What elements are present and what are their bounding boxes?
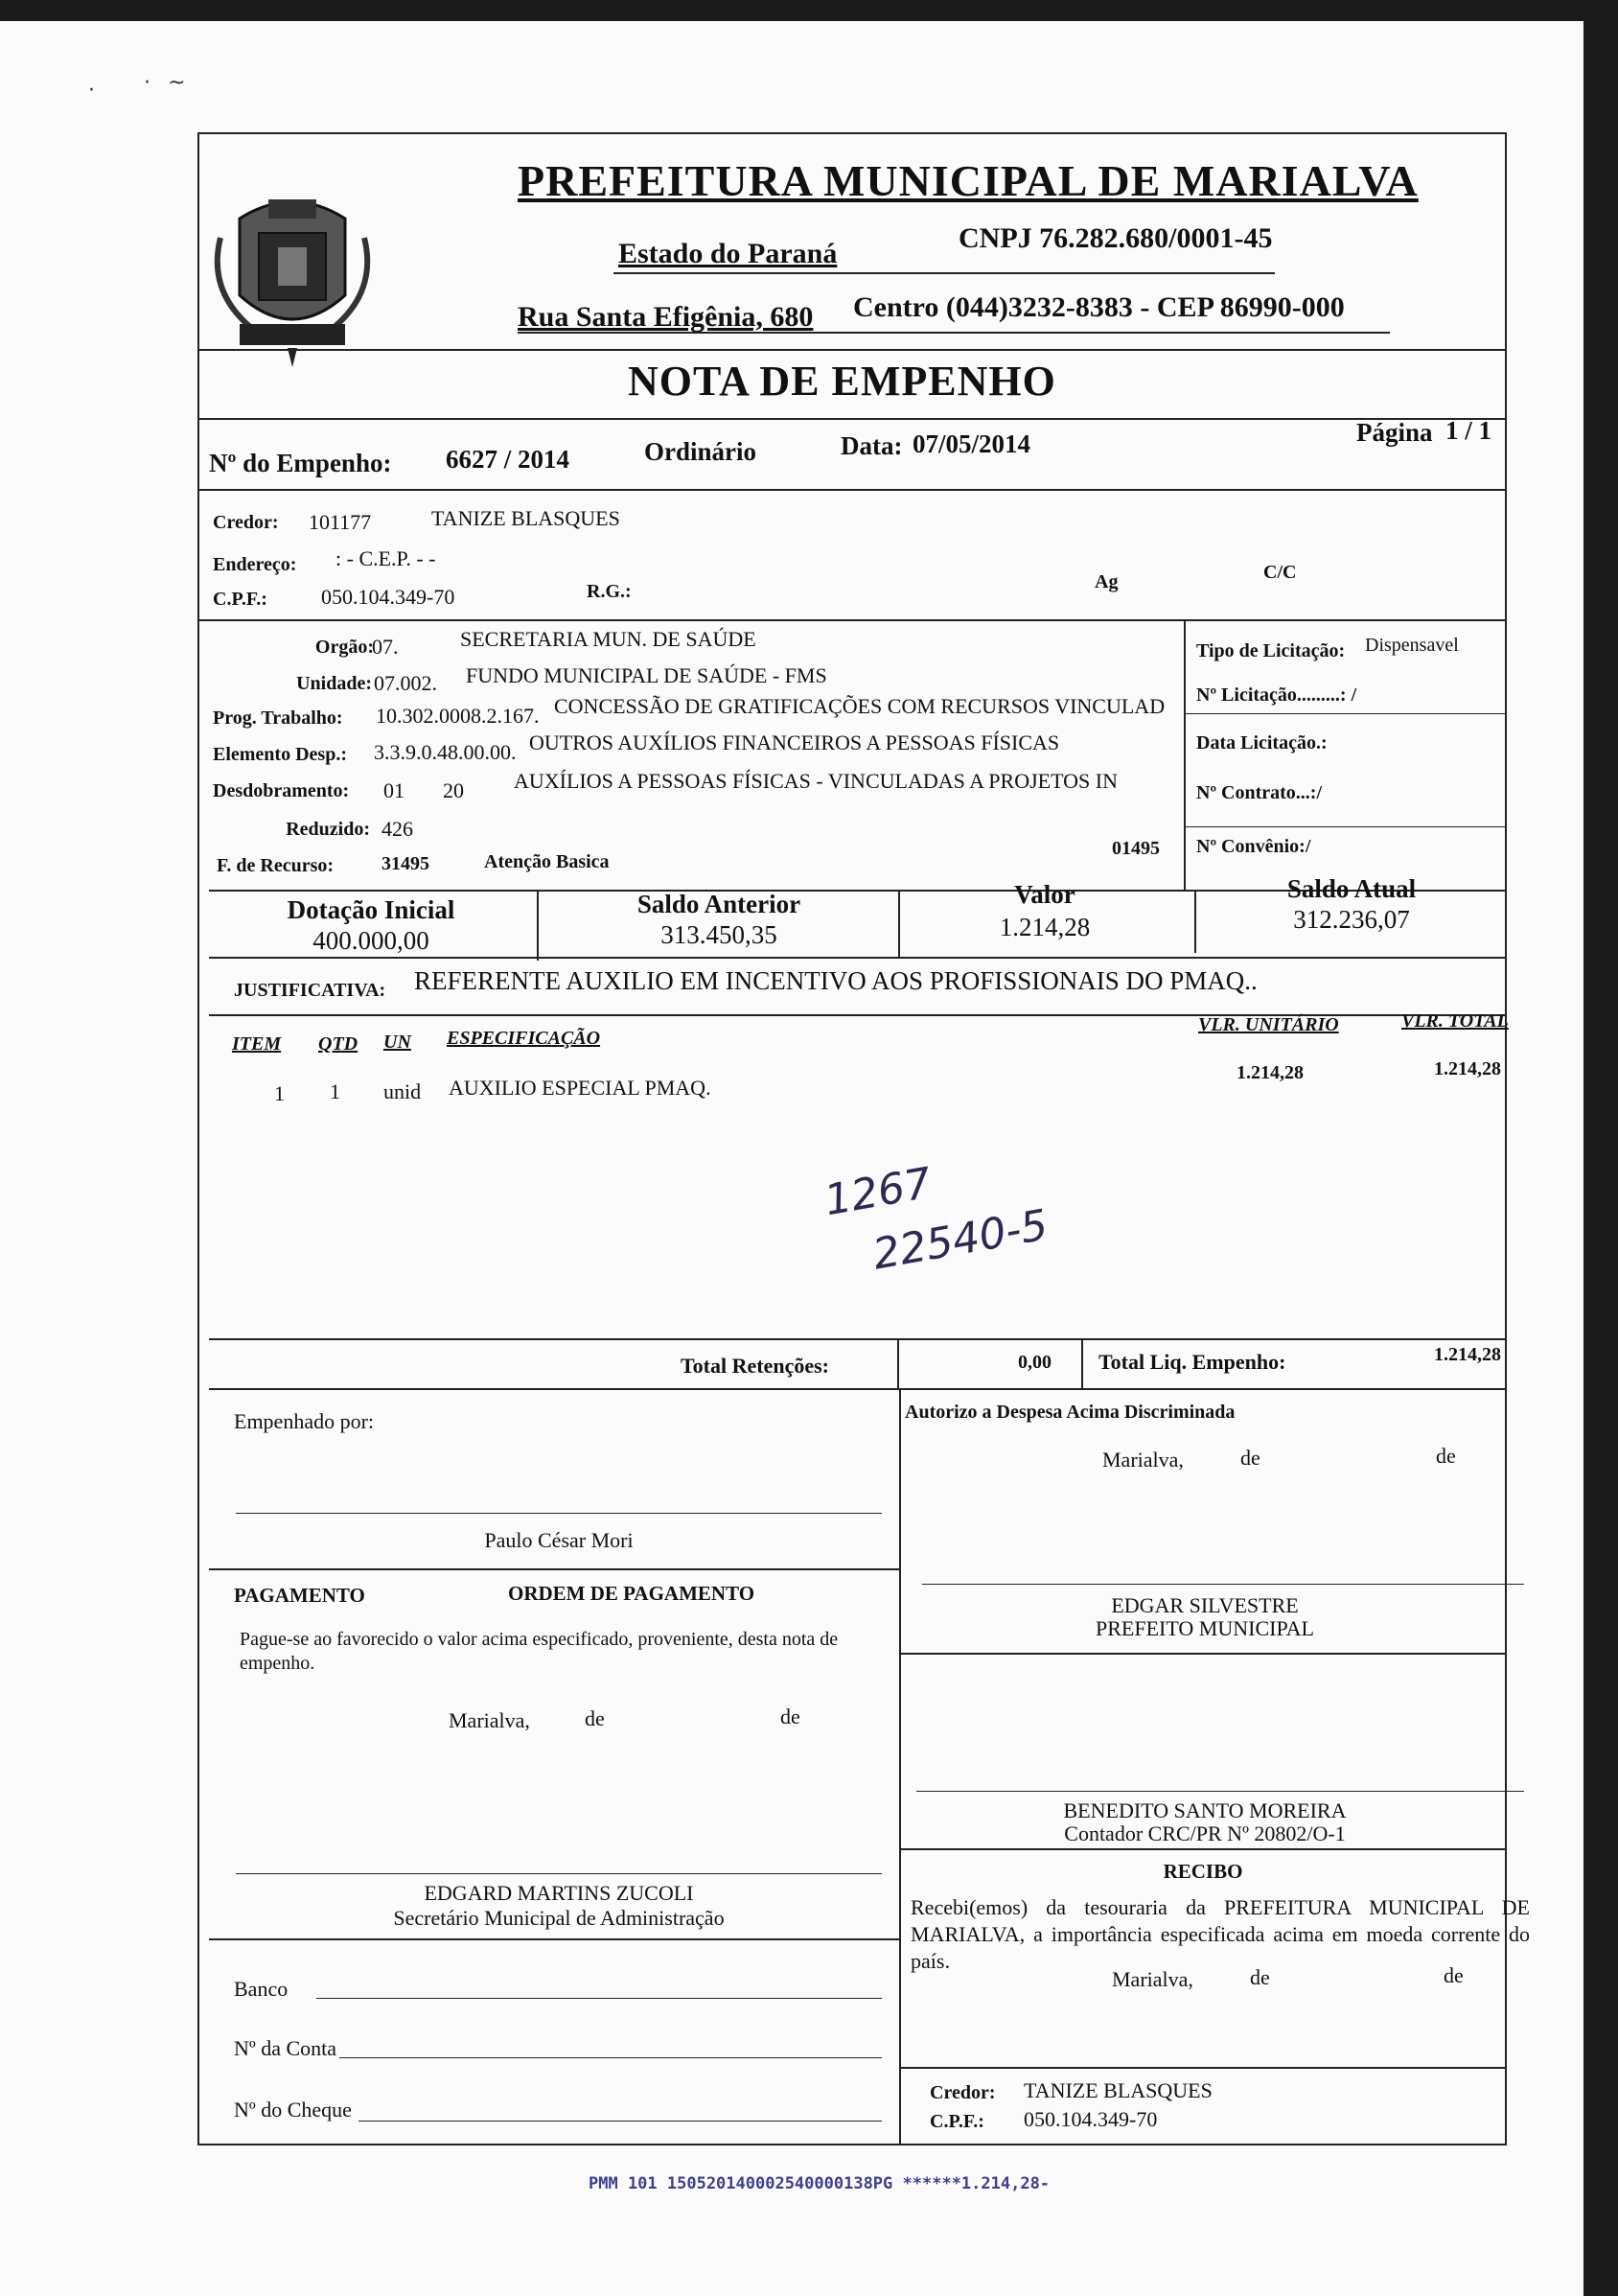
elemento-label: Elemento Desp.: — [213, 744, 347, 765]
cheque-line — [358, 2121, 882, 2122]
divider — [209, 1388, 1507, 1390]
divider — [197, 489, 1507, 491]
desdobramento-name: AUXÍLIOS A PESSOAS FÍSICAS - VINCULADAS A PROJETOS IN — [514, 769, 1118, 793]
cpf-value: 050.104.349-70 — [321, 585, 455, 609]
page-number: 1 / 1 — [1445, 416, 1492, 445]
scan-edge-top — [0, 0, 1618, 21]
justificativa-label: JUSTIFICATIVA: — [234, 980, 386, 1001]
empenho-date-label: Data: — [841, 431, 903, 460]
prefeito-title: PREFEITO MUNICIPAL — [1096, 1616, 1314, 1640]
empenhado-name: Paulo César Mori — [484, 1528, 634, 1552]
divider — [197, 418, 1507, 420]
desdobramento-label: Desdobramento: — [213, 780, 350, 801]
col-spec: ESPECIFICAÇÃO — [447, 1028, 601, 1049]
divider — [899, 1653, 1507, 1655]
ordem-label: ORDEM DE PAGAMENTO — [508, 1582, 755, 1605]
cpf-label: C.P.F.: — [213, 589, 267, 610]
valor-value: 1.214,28 — [999, 913, 1091, 941]
col-un: UN — [383, 1032, 411, 1053]
licitacao-tipo-label: Tipo de Licitação: — [1196, 640, 1346, 661]
recurso-label: F. de Recurso: — [217, 855, 335, 876]
prefeito-name: EDGAR SILVESTRE — [1111, 1593, 1299, 1617]
crest — [201, 180, 383, 372]
divider — [197, 619, 1507, 621]
saldo-anterior-value: 313.450,35 — [660, 920, 777, 949]
elemento-code: 3.3.9.0.48.00.00. — [374, 740, 517, 764]
recibo-credor-name: TANIZE BLASQUES — [1024, 2078, 1213, 2102]
municipal-coat-of-arms-icon — [201, 180, 383, 372]
item-qtd: 1 — [330, 1079, 340, 1103]
empenhado-label: Empenhado por: — [234, 1409, 375, 1433]
scan-speck: · — [88, 79, 95, 103]
recibo-text: Recebi(emos) da tesouraria da PREFEITURA MUNICIPAL DE MARIALVA, a importância especificada acima em moeda corrente do país. — [911, 1895, 1530, 1973]
contador-name: BENEDITO SANTO MOREIRA — [1063, 1798, 1347, 1822]
unidade-label: Unidade: — [296, 673, 372, 694]
divider — [537, 890, 539, 961]
autorizo-marialva: Marialva, — [1102, 1448, 1184, 1472]
item-unit-price: 1.214,28 — [1237, 1062, 1304, 1083]
desdobramento-code2: 20 — [443, 778, 464, 802]
saldo-atual-value: 312.236,07 — [1293, 905, 1410, 934]
prog-label: Prog. Trabalho: — [213, 707, 343, 729]
saldo-anterior-label: Saldo Anterior — [636, 890, 801, 918]
empenho-number-label: Nº do Empenho: — [209, 449, 392, 477]
contador-title: Contador CRC/PR Nº 20802/O-1 — [1064, 1821, 1346, 1845]
unidade-name: FUNDO MUNICIPAL DE SAÚDE - FMS — [466, 663, 827, 687]
liq-label: Total Liq. Empenho: — [1098, 1350, 1286, 1374]
handwritten-note-1: 1267 — [821, 1158, 936, 1226]
document-page — [0, 21, 1583, 2296]
signature-line — [236, 1513, 882, 1514]
justificativa-text: REFERENTE AUXILIO EM INCENTIVO AOS PROFISSIONAIS DO PMAQ.. — [414, 966, 1258, 995]
recibo-de-1: de — [1250, 1965, 1270, 1989]
col-item: ITEM — [232, 1033, 282, 1055]
divider — [197, 349, 1507, 351]
header-address: Centro (044)3232-8383 - CEP 86990-000 — [853, 291, 1345, 323]
pagamento-label: PAGAMENTO — [234, 1584, 365, 1607]
reduzido-value: 426 — [381, 817, 413, 841]
divider — [209, 957, 1507, 959]
header-street: Rua Santa Efigênia, 680 — [518, 301, 814, 333]
orgao-label: Orgão: — [314, 637, 374, 658]
reduzido-label: Reduzido: — [286, 819, 370, 840]
page-label: Página — [1356, 418, 1433, 447]
divider — [897, 1338, 899, 1388]
credor-code: 101177 — [309, 510, 372, 534]
item-unit: unid — [383, 1079, 422, 1103]
header-state: Estado do Paraná — [618, 238, 838, 269]
recibo-marialva: Marialva, — [1112, 1967, 1193, 1991]
scan-edge-right — [1583, 0, 1618, 2296]
empenho-number: 6627 / 2014 — [446, 445, 570, 474]
divider — [899, 1848, 1507, 1850]
secretario-title: Secretário Municipal de Administração — [393, 1906, 725, 1930]
liq-value: 1.214,28 — [1434, 1344, 1501, 1365]
banco-line — [316, 1998, 882, 1999]
licitacao-date: Data Licitação.: — [1196, 732, 1328, 754]
ag-label: Ag — [1095, 571, 1119, 592]
recurso-code: 31495 — [381, 853, 429, 874]
secretario-name: EDGARD MARTINS ZUCOLI — [424, 1881, 694, 1905]
signature-line — [916, 1791, 1524, 1792]
credor-label: Credor: — [213, 512, 279, 533]
contrato-number: Nº Contrato...:/ — [1196, 782, 1323, 803]
divider — [518, 332, 1390, 334]
ordem-de-1: de — [585, 1706, 605, 1730]
recibo-credor-label: Credor: — [930, 2082, 996, 2103]
recurso-name: Atenção Basica — [484, 851, 610, 872]
retencoes-value: 0,00 — [1018, 1352, 1052, 1373]
divider — [613, 272, 1275, 274]
saldo-atual-label: Saldo Atual — [1286, 874, 1417, 903]
recibo-cpf: 050.104.349-70 — [1024, 2107, 1158, 2131]
prog-code: 10.302.0008.2.167. — [376, 704, 540, 728]
recibo-label: RECIBO — [1163, 1860, 1243, 1883]
divider — [1194, 890, 1196, 953]
autorizo-label: Autorizo a Despesa Acima Discriminada — [905, 1402, 1236, 1423]
divider — [209, 1338, 1507, 1340]
endereco-label: Endereço: — [213, 554, 297, 575]
scan-speck: · — [144, 71, 150, 95]
divider — [899, 2067, 1507, 2069]
empenho-kind: Ordinário — [644, 437, 757, 466]
credor-name: TANIZE BLASQUES — [431, 506, 620, 530]
col-total: VLR. TOTAL — [1401, 1010, 1509, 1032]
empenho-date: 07/05/2014 — [913, 429, 1031, 458]
recibo-cpf-label: C.P.F.: — [930, 2111, 984, 2132]
dotacao-label: Dotação Inicial — [287, 895, 455, 924]
divider — [209, 1568, 899, 1570]
unidade-code: 07.002. — [374, 671, 437, 695]
scan-speck: ~ — [168, 71, 186, 95]
autorizo-de-2: de — [1436, 1444, 1456, 1468]
divider — [1184, 826, 1507, 827]
item-total: 1.214,28 — [1434, 1058, 1501, 1079]
item-spec: AUXILIO ESPECIAL PMAQ. — [449, 1076, 711, 1100]
signature-line — [236, 1873, 882, 1874]
recibo-de-2: de — [1444, 1963, 1464, 1987]
col-unit-price: VLR. UNITÁRIO — [1198, 1014, 1339, 1035]
ordem-de-2: de — [780, 1705, 800, 1728]
col-qtd: QTD — [318, 1033, 358, 1055]
cheque-label: Nº do Cheque — [234, 2098, 352, 2122]
document-title: NOTA DE EMPENHO — [628, 358, 1056, 405]
orgao-code: 07. — [372, 635, 399, 659]
signature-line — [922, 1584, 1524, 1585]
footer-code: PMM 101 150520140002540000138PG ******1.214,28- — [589, 2174, 1051, 2193]
header-title: PREFEITURA MUNICIPAL DE MARIALVA — [518, 156, 1419, 205]
banco-label: Banco — [234, 1977, 289, 2001]
handwritten-note-2: 22540-5 — [868, 1200, 1052, 1280]
orgao-name: SECRETARIA MUN. DE SAÚDE — [460, 627, 756, 651]
endereco-value: : - C.E.P. - - — [335, 546, 436, 570]
item-number: 1 — [274, 1081, 285, 1105]
licitacao-number: Nº Licitação.........: / — [1196, 684, 1357, 706]
divider — [209, 1938, 899, 1940]
prog-name: CONCESSÃO DE GRATIFICAÇÕES COM RECURSOS VINCULAD — [554, 694, 1166, 718]
ordem-marialva: Marialva, — [449, 1708, 530, 1732]
elemento-name: OUTROS AUXÍLIOS FINANCEIROS A PESSOAS FÍSICAS — [529, 731, 1060, 754]
valor-label: Valor — [1014, 880, 1075, 909]
recurso-code2: 01495 — [1112, 838, 1160, 859]
retencoes-label: Total Retenções: — [681, 1354, 829, 1378]
rg-label: R.G.: — [587, 581, 632, 602]
conta-line — [339, 2057, 882, 2058]
licitacao-tipo-value: Dispensavel — [1365, 635, 1459, 656]
ordem-text: Pague-se ao favorecido o valor acima especificado, proveniente, desta nota de empenho. — [240, 1629, 839, 1674]
divider — [1184, 713, 1507, 714]
desdobramento-code1: 01 — [383, 778, 404, 802]
dotacao-value: 400.000,00 — [312, 926, 429, 955]
divider — [898, 890, 900, 957]
divider — [899, 1388, 901, 2145]
divider — [1081, 1338, 1083, 1388]
autorizo-de-1: de — [1240, 1446, 1260, 1470]
conta-label: Nº da Conta — [234, 2036, 337, 2060]
divider — [1184, 619, 1186, 890]
cc-label: C/C — [1263, 562, 1297, 583]
convenio-number: Nº Convênio:/ — [1196, 836, 1311, 857]
header-cnpj: CNPJ 76.282.680/0001-45 — [959, 222, 1273, 254]
